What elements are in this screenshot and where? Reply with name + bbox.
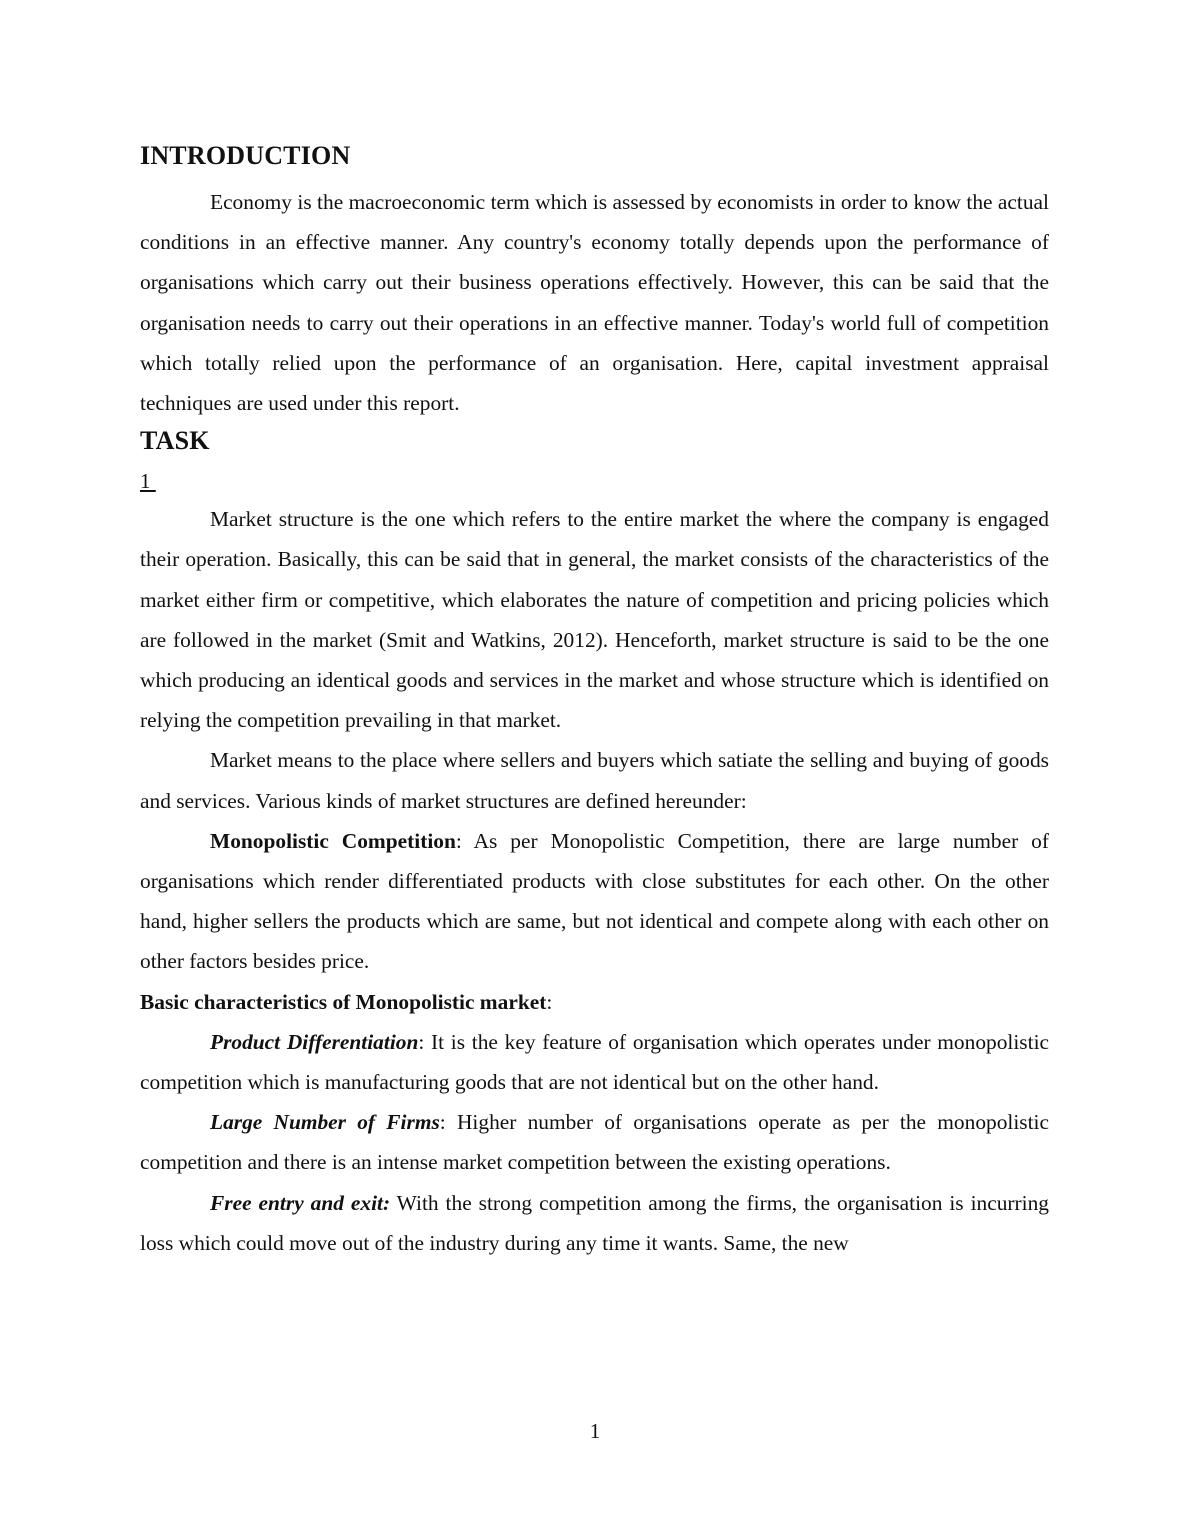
characteristic-text: It is the key feature of organisation which operates under monopolistic competition which is manufacturing goods that are not identical but on the other hand.: [140, 1029, 1050, 1095]
monopolistic-competition-term: Monopolistic Competition: [210, 828, 456, 853]
page-number: 1: [589, 1419, 601, 1443]
document-page: [140, 138, 1049, 1263]
characteristic-separator: :: [418, 1029, 425, 1054]
characteristic-term: Product Differentiation: [210, 1029, 419, 1054]
task-number: 1: [140, 469, 156, 494]
market-structure-paragraph: Market structure is the one which refers to the entire market the where the company is engaged their operation. Basically, this can be said that in general, the market consists of the characteristics of the market either firm or competitive, which elaborates the nature of competition and pricing policies which are followed in the market (Smit and Watkins, 2012). Henceforth, market structure is said to be the one which producing an identical goods and services in the market and whose structure which is identified on relying the competition prevailing in that market.: [140, 507, 1049, 733]
task-heading: TASK: [140, 426, 210, 456]
characteristic-item: [140, 1102, 1049, 1182]
monopolistic-competition-separator: :: [455, 828, 462, 853]
characteristic-text: With the strong competition among the firms, the organisation is incurring loss which could move out of the industry during any time it wants. Same, the new: [140, 1190, 1050, 1255]
characteristic-separator: :: [439, 1110, 446, 1135]
monopolistic-competition-text: As per Monopolistic Competition, there are large number of organisations which render differentiated products with close substitutes for each other. On the other hand, higher sellers the products which are same, but not identical and compete along with each other on other factors besides price.: [140, 828, 1050, 974]
market-definition-paragraph: Market means to the place where sellers and buyers which satiate the selling and buying of goods and services. Various kinds of market structures are defined hereunder:: [140, 748, 1049, 813]
characteristic-term: Free entry and exit: [210, 1190, 383, 1215]
characteristics-heading-suffix: :: [546, 989, 553, 1014]
characteristics-heading: [140, 982, 1049, 1022]
introduction-paragraph: Economy is the macroeconomic term which is assessed by economists in order to know the actual conditions in an effective manner. Any country's economy totally depends upon the performance of organisations which carry out their business operations effectively. However, this can be said that the organisation needs to carry out their operations in an effective manner. Today's world full of competition which totally relied upon the performance of an organisation. Here, capital investment appraisal techniques are used under this report.: [140, 190, 1049, 416]
characteristic-term: Large Number of Firms: [210, 1110, 440, 1135]
introduction-heading: INTRODUCTION: [140, 141, 351, 170]
characteristic-item: [140, 1022, 1049, 1102]
characteristic-text: Higher number of organisations operate as per the monopolistic competition and there is an intense market competition between the existing operations.: [140, 1110, 1049, 1175]
characteristic-item: [140, 1183, 1049, 1263]
characteristics-heading-bold: Basic characteristics of Monopolistic market: [140, 989, 547, 1014]
monopolistic-competition-paragraph: [140, 821, 1049, 982]
characteristic-separator: :: [382, 1190, 391, 1215]
